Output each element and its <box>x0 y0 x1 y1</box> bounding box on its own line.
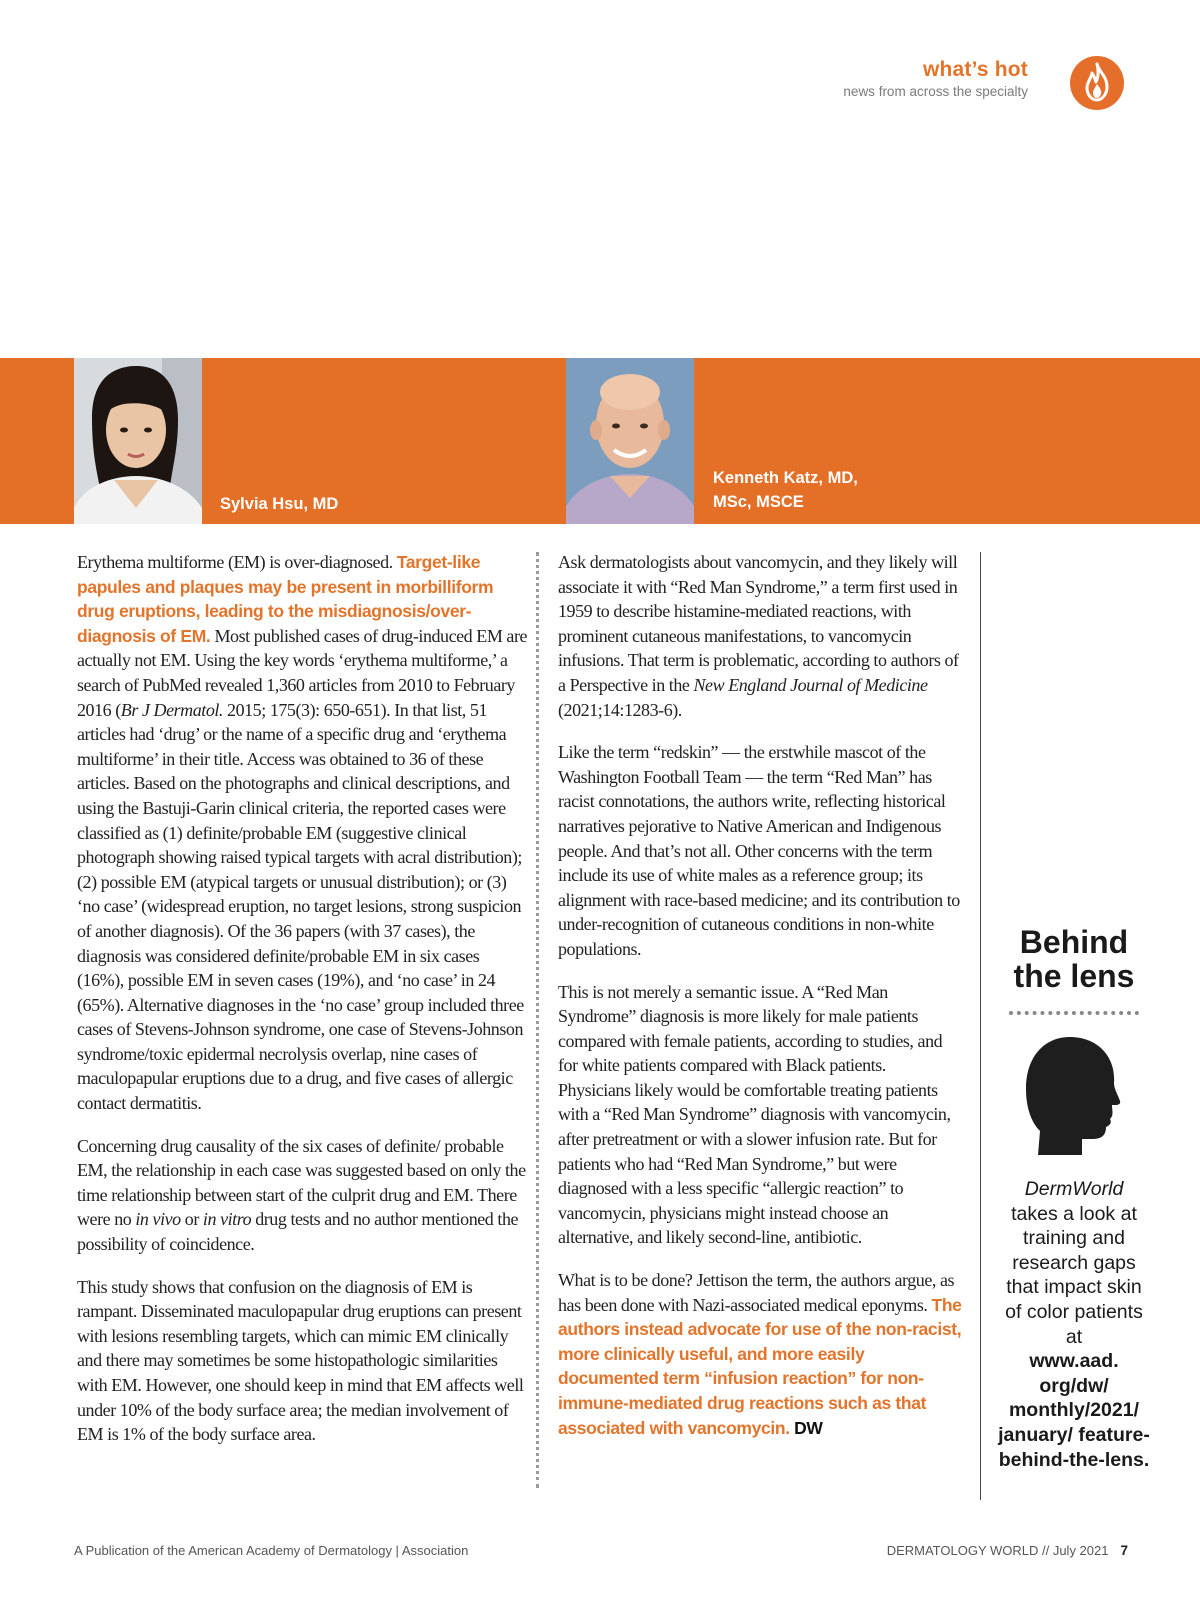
section-title: what’s hot <box>922 58 1028 81</box>
text-run: (2021;14:1283-6). <box>558 699 682 720</box>
paragraph <box>558 1268 962 1440</box>
citation: Br J Dermatol. <box>120 699 223 720</box>
footer-issue <box>887 1543 1128 1558</box>
author-name-line2: MSc, MSCE <box>713 493 804 511</box>
end-mark: DW <box>789 1417 823 1438</box>
article-column-left <box>77 550 529 1465</box>
italic-term: in vivo <box>135 1209 181 1230</box>
head-silhouette-icon <box>1026 1033 1122 1157</box>
sidebar-title-line2: the lens <box>1013 958 1135 994</box>
text-run: What is to be done? Jettison the term, the authors argue, as has been done with Nazi-associated medical eponyms. <box>558 1270 955 1315</box>
sidebar-title-line1: Behind <box>1019 924 1129 960</box>
author-photo-kenneth-katz <box>566 358 694 524</box>
journal-title: New England Journal of Medicine <box>693 674 928 695</box>
section-subtitle: news from across the specialty <box>843 84 1028 99</box>
footer-publisher: A Publication of the American Academy of Dermatology | Association <box>74 1543 469 1558</box>
sidebar-brand: DermWorld <box>1024 1178 1124 1200</box>
sidebar-url[interactable]: www.aad. org/dw/ monthly/2021/ january/ feature-behind-the-lens. <box>998 1350 1150 1471</box>
flame-icon <box>1070 56 1124 110</box>
paragraph <box>77 550 529 1116</box>
text-run: Concerning drug causality of the six cases of definite/ probable EM, the relationship in each case was suggested based on only the time relationship between start of the culprit drug and EM. There were no <box>77 1135 526 1230</box>
paragraph <box>558 550 962 722</box>
paragraph: This study shows that confusion on the diagnosis of EM is rampant. Disseminated maculopapular drug eruptions can present with lesions resembling targets, which can mimic EM clinically and there may sometimes be some histopathologic similarities with EM. However, one should keep in mind that EM affects well under 10% of the body surface area; the median involvement of EM is 1% of the body surface area. <box>77 1276 524 1445</box>
text-run: Erythema multiforme (EM) is over-diagnosed. <box>77 552 397 572</box>
sidebar-divider <box>980 552 981 1500</box>
author-name-sylvia-hsu: Sylvia Hsu, MD <box>220 495 339 513</box>
sidebar-description: takes a look at training and research gaps that impact skin of color patients at <box>1005 1202 1143 1348</box>
text-run: Ask dermatologists about vancomycin, and they likely will associate it with “Red Man Syndrome,” a term first used in 1959 to describe histamine-mediated reactions, with prominent cutaneous manifestations, to vancomycin infusions. That term is problematic, according to authors of a Perspective in the <box>558 552 959 695</box>
sidebar-title <box>996 925 1152 993</box>
text-run: Most published cases of drug-induced EM are actually not EM. Using the key words ‘erythema multiforme,’ a search of PubMed revealed 1,360 articles from 2010 to February 2016 ( <box>77 625 528 720</box>
text-run: 2015; 175(3): 650-651). In that list, 51 articles had ‘drug’ or the name of a specific drug and ‘erythema multiforme’ in their title. Access was obtained to 36 of these articles. Based on the photographs and clinical descriptions, and using the Bastuji-Garin clinical criteria, the reported cases were classified as (1) definite/probable EM (suggestive clinical photograph showing raised typical targets with acral distribution); (2) possible EM (atypical targets or unusual distribution); or (3) ‘no case’ (widespread eruption, no target lesions, strong suspicion of another diagnosis). Of the 36 papers (with 37 cases), the diagnosis was considered definite/probable EM in six cases (16%), possible EM in seven cases (19%), and ‘no case’ in 24 (65%). Alternative diagnoses in the ‘no case’ group included three cases of Stevens-Johnson syndrome, one case of Stevens-Johnson syndrome/toxic epidermal necrolysis overlap, nine cases of maculopapular eruptions due to a drug, and five cases of allergic contact dermatitis. <box>77 699 524 1114</box>
sidebar-behind-the-lens <box>996 925 1152 1472</box>
section-header <box>843 58 1028 99</box>
dotted-divider <box>1009 1011 1139 1015</box>
page-number: 7 <box>1120 1543 1128 1558</box>
paragraph: Like the term “redskin” — the erstwhile mascot of the Washington Football Team — the term “Red Man” has racist connotations, the authors write, reflecting historical narratives pejorative to Native American and Indigenous people. And that’s not all. Other concerns with the term include its use of white males as a reference group; its alignment with race-based medicine; and its contribution to under-recognition of cutaneous conditions in non-white populations. <box>558 742 960 959</box>
author-name-line1: Kenneth Katz, MD, <box>713 469 858 487</box>
paragraph: This is not merely a semantic issue. A “Red Man Syndrome” diagnosis is more likely for male patients compared with female patients, according to studies, and for white patients compared with Black patients. Physicians likely would be comfortable treating patients with a “Red Man Syndrome” diagnosis with vancomycin, after pretreatment or with a slower infusion rate. But for patients who had “Red Man Syndrome,” but were diagnosed with a less specific “allergic reaction” to vancomycin, physicians might instead choose an alternative, and likely second-line, antibiotic. <box>558 981 951 1248</box>
italic-term: in vitro <box>202 1209 252 1230</box>
article-column-right <box>558 550 962 1458</box>
paragraph <box>77 1134 529 1257</box>
highlight-text: The authors instead advocate for use of the non-racist, more clinically useful, and more easily documented term “infusion reaction” for non-immune-mediated drug reactions such as that associated with vancomycin. <box>558 1294 962 1438</box>
column-divider <box>536 552 539 1488</box>
text-run: drug tests and no author mentioned the possibility of coincidence. <box>77 1209 519 1255</box>
author-name-kenneth-katz <box>713 466 913 514</box>
sidebar-text <box>996 1177 1152 1472</box>
text-run: or <box>180 1209 203 1230</box>
highlight-text: Target-like papules and plaques may be present in morbilliform drug eruptions, leading to the misdiagnosis/over-diagnosis of EM. <box>77 552 494 646</box>
author-photo-sylvia-hsu <box>74 358 202 524</box>
footer-issue-text: DERMATOLOGY WORLD // July 2021 <box>886 1543 1109 1558</box>
